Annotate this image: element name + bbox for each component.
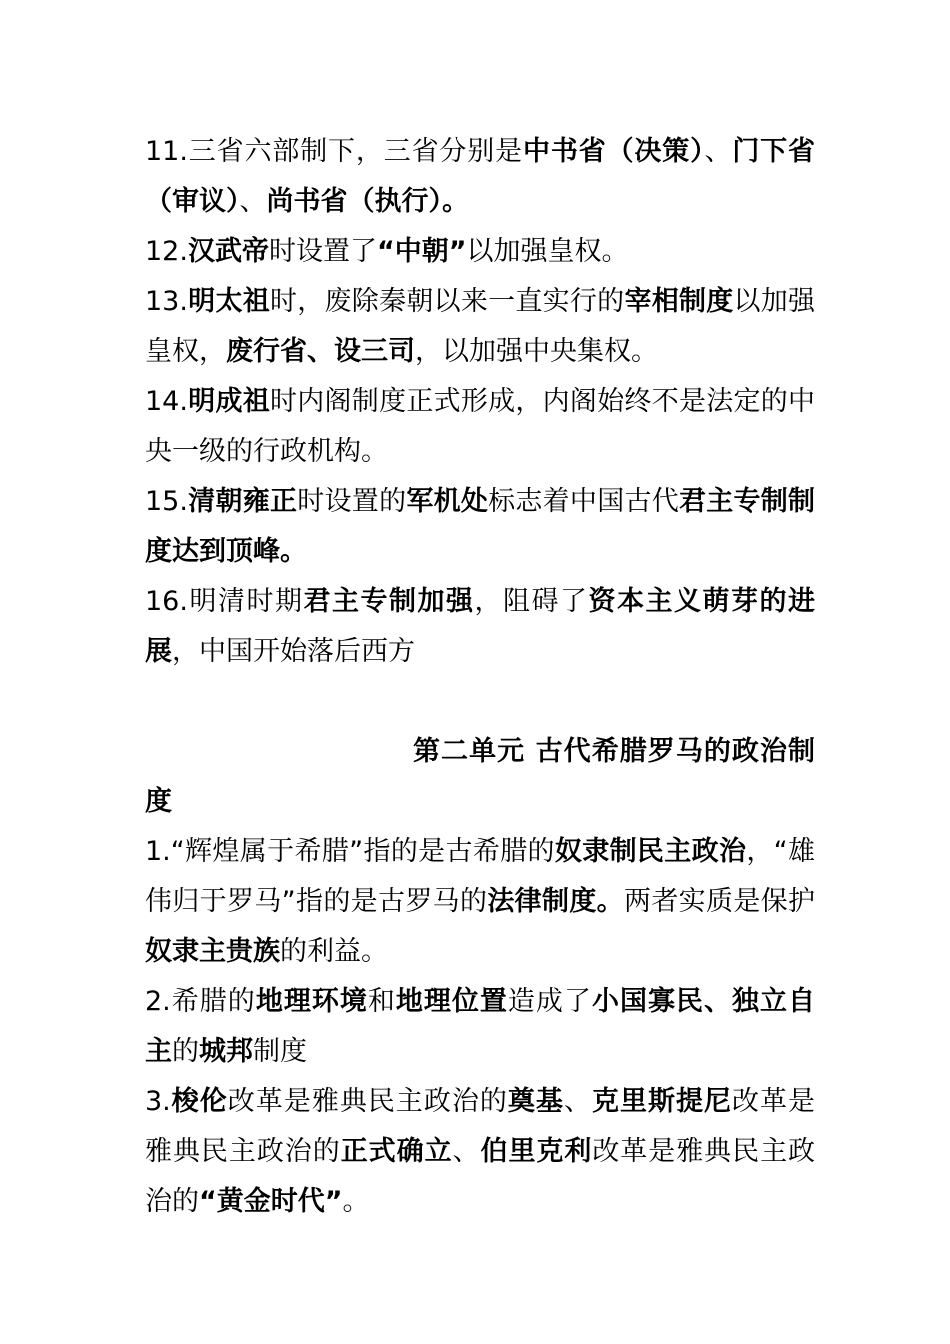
bold-text: 明成祖 — [187, 386, 271, 417]
text-run: 13. — [145, 286, 188, 317]
text-run: 15. — [145, 486, 188, 517]
text-run: 两者实质是保护 — [624, 886, 815, 917]
text-run: 16.明清时期 — [145, 586, 304, 617]
text-run: 14. — [145, 386, 188, 417]
text-run: 的利益。 — [280, 936, 388, 967]
bold-text: 废行省、设三司 — [226, 336, 415, 367]
blank-line — [145, 677, 815, 727]
text-run: 时设置了 — [268, 236, 377, 267]
paragraph — [145, 277, 815, 377]
paragraph — [145, 827, 815, 977]
paragraph — [145, 227, 815, 277]
text-run: ，以加强中央集权。 — [415, 336, 658, 367]
bold-text: 城邦 — [199, 1036, 253, 1067]
bold-text: “中朝” — [376, 236, 467, 267]
bold-text: 军机处 — [406, 486, 489, 517]
paragraph — [145, 477, 815, 577]
text-run: 。 — [342, 1186, 370, 1217]
text-run: 造成了 — [507, 986, 592, 1017]
bold-text: 梭伦 — [170, 1086, 228, 1117]
paragraph — [145, 377, 815, 477]
text-run: 、 — [452, 1136, 481, 1167]
text-run: 1.“辉煌属于希腊”指的是古希腊的 — [145, 836, 555, 867]
bold-text: 法律制度。 — [487, 886, 624, 917]
text-run: ，中国开始落后西方 — [172, 636, 415, 667]
bold-text: 明太祖 — [187, 286, 271, 317]
text-run: 改革是雅典民主政治的 — [145, 1136, 816, 1217]
bold-text: 地理环境 — [255, 986, 368, 1017]
paragraph — [145, 1077, 815, 1227]
bold-text: 尚书省（执行）。 — [266, 186, 469, 217]
text-run: ，“雄伟归于罗马”指的是古罗马的 — [145, 836, 815, 917]
bold-text: 奴隶主贵族 — [145, 936, 280, 967]
bold-text: 奠基 — [507, 1086, 564, 1117]
text-run: 2.希腊的 — [145, 986, 256, 1017]
text-run: 、 — [563, 1086, 592, 1117]
text-run: 3. — [145, 1086, 171, 1117]
text-run: 制度 — [253, 1036, 307, 1067]
bold-text: 地理位置 — [395, 986, 508, 1017]
bold-text: 清朝雍正 — [187, 486, 298, 517]
text-run: 改革是雅典民主政治的 — [227, 1086, 508, 1117]
document-page — [145, 127, 815, 1227]
bold-text: “黄金时代” — [199, 1186, 343, 1217]
text-run: 的 — [172, 1036, 199, 1067]
bold-text: 门下省（审议） — [145, 136, 816, 217]
paragraph-list-unit1 — [145, 127, 815, 677]
text-run: 时设置的 — [297, 486, 407, 517]
bold-text: 奴隶制民主政治 — [554, 836, 747, 867]
text-run: 时，废除秦朝以来一直实行的 — [270, 286, 625, 317]
text-run: 、 — [239, 186, 267, 217]
text-run: 标志着中国古代 — [488, 486, 679, 517]
text-run: 以加强皇权。 — [466, 236, 629, 267]
paragraph — [145, 977, 815, 1077]
bold-text: 正式确立 — [340, 1136, 453, 1167]
bold-text: 资本主义萌芽的进展 — [145, 586, 815, 667]
text-run: 改革是雅典民主政治的 — [145, 1086, 816, 1167]
bold-text: 克里斯提尼 — [591, 1086, 733, 1117]
bold-text: 君主专制加强 — [303, 586, 475, 617]
bold-text: 汉武帝 — [187, 236, 269, 267]
text-run: 11.三省六部制下，三省分别是 — [145, 136, 523, 167]
paragraph — [145, 577, 815, 677]
paragraph — [145, 127, 815, 227]
bold-text: 君主专制制度达到顶峰。 — [145, 486, 816, 567]
bold-text: 中书省（决策） — [523, 136, 705, 167]
section-heading: 第二单元 古代希腊罗马的政治制度 — [145, 736, 815, 817]
text-run: 12. — [145, 236, 188, 267]
text-run: 和 — [367, 986, 396, 1017]
text-run: 时内阁制度正式形成，内阁始终不是法定的中央一级的行政机构。 — [145, 386, 816, 467]
text-run: 、 — [704, 136, 733, 167]
bold-text: 小国寡民、独立自主 — [145, 986, 816, 1067]
bold-text: 宰相制度 — [624, 286, 734, 317]
bold-text: 伯里克利 — [480, 1136, 593, 1167]
paragraph-list-unit2 — [145, 827, 815, 1227]
text-run: ，阻碍了 — [474, 586, 589, 617]
text-run: 以加强皇权， — [145, 286, 816, 367]
